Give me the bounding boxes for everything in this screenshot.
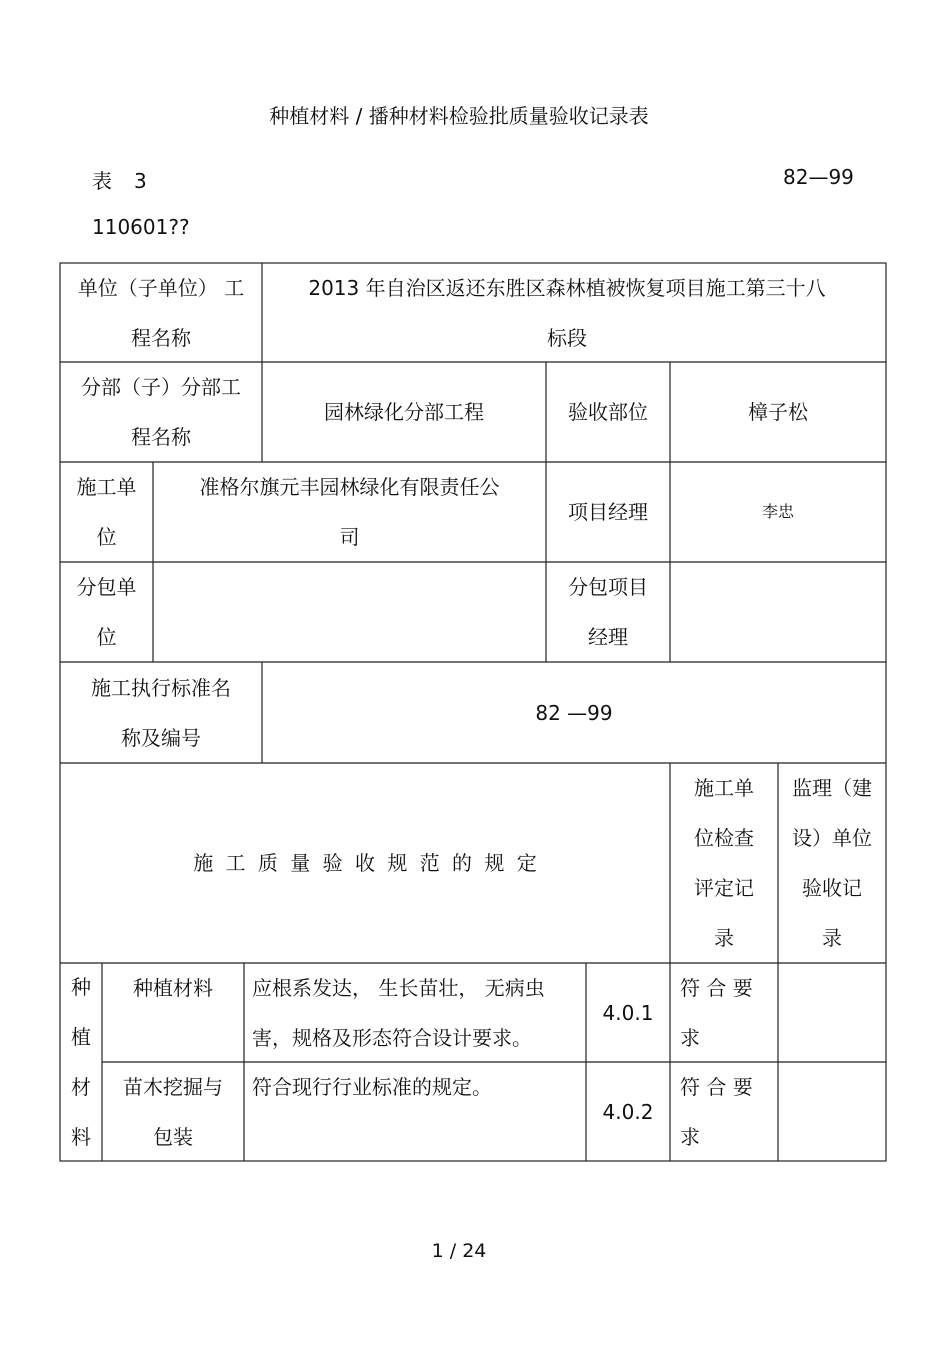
table-row-supervision — [778, 1062, 886, 1161]
record-code: 110601?? — [92, 215, 190, 239]
table-row-result: 符 合 要 求 — [680, 975, 753, 1050]
project-name-label: 单位（子单位） 工 程名称 — [77, 275, 245, 350]
table-row-requirement: 符合现行行业标准的规定。 — [252, 1075, 492, 1099]
contractor-label: 施工单 位 — [76, 475, 137, 549]
standard-value: 82 —99 — [535, 700, 613, 725]
contractor-check-header: 施工单 位检查 评定记 录 — [694, 776, 754, 950]
subcontractor-value — [153, 562, 546, 662]
table-row-requirement: 应根系发达， 生长苗壮， 无病虫 害，规格及形态符合设计要求。 — [252, 975, 545, 1050]
page-number: 1 / 24 — [431, 1240, 487, 1262]
table-row-result: 符 合 要 求 — [680, 1074, 753, 1149]
page-title: 种植材料 / 播种材料检验批质量验收记录表 — [269, 104, 649, 128]
project-manager-value: 李忠 — [761, 502, 794, 521]
sub-project-manager-label: 分包项目 经理 — [568, 575, 648, 649]
group-label: 种 植 材 料 — [71, 975, 91, 1149]
contractor-value: 准格尔旗元丰园林绿化有限责任公 司 — [199, 475, 500, 549]
table-row-supervision — [778, 963, 886, 1062]
project-manager-label: 项目经理 — [568, 500, 648, 524]
table-row-clause: 4.0.2 — [602, 1099, 654, 1124]
acceptance-part-value: 樟子松 — [748, 400, 808, 424]
project-name-value: 2013 年自治区返还东胜区森林植被恢复项目施工第三十八 标段 — [308, 275, 826, 350]
table-row-clause: 4.0.1 — [602, 1000, 654, 1025]
table-label: 表 — [92, 169, 112, 193]
table-number-value: 3 — [134, 169, 147, 193]
subproject-label: 分部（子）分部工 程名称 — [81, 375, 241, 449]
standard-reference: 82—99 — [783, 165, 854, 189]
spec-header: 施 工 质 量 验 收 规 范 的 规 定 — [193, 851, 537, 875]
subproject-value: 园林绿化分部工程 — [324, 400, 484, 424]
table-row-item: 种植材料 — [133, 976, 213, 1000]
sub-project-manager-value — [670, 562, 886, 662]
supervisor-header: 监理（建 设）单位 验收记 录 — [792, 776, 872, 950]
acceptance-part-label: 验收部位 — [568, 400, 648, 424]
subcontractor-label: 分包单 位 — [76, 575, 137, 649]
table-row-item: 苗木挖掘与 包装 — [123, 1074, 223, 1149]
standard-label: 施工执行标准名 称及编号 — [91, 675, 231, 750]
